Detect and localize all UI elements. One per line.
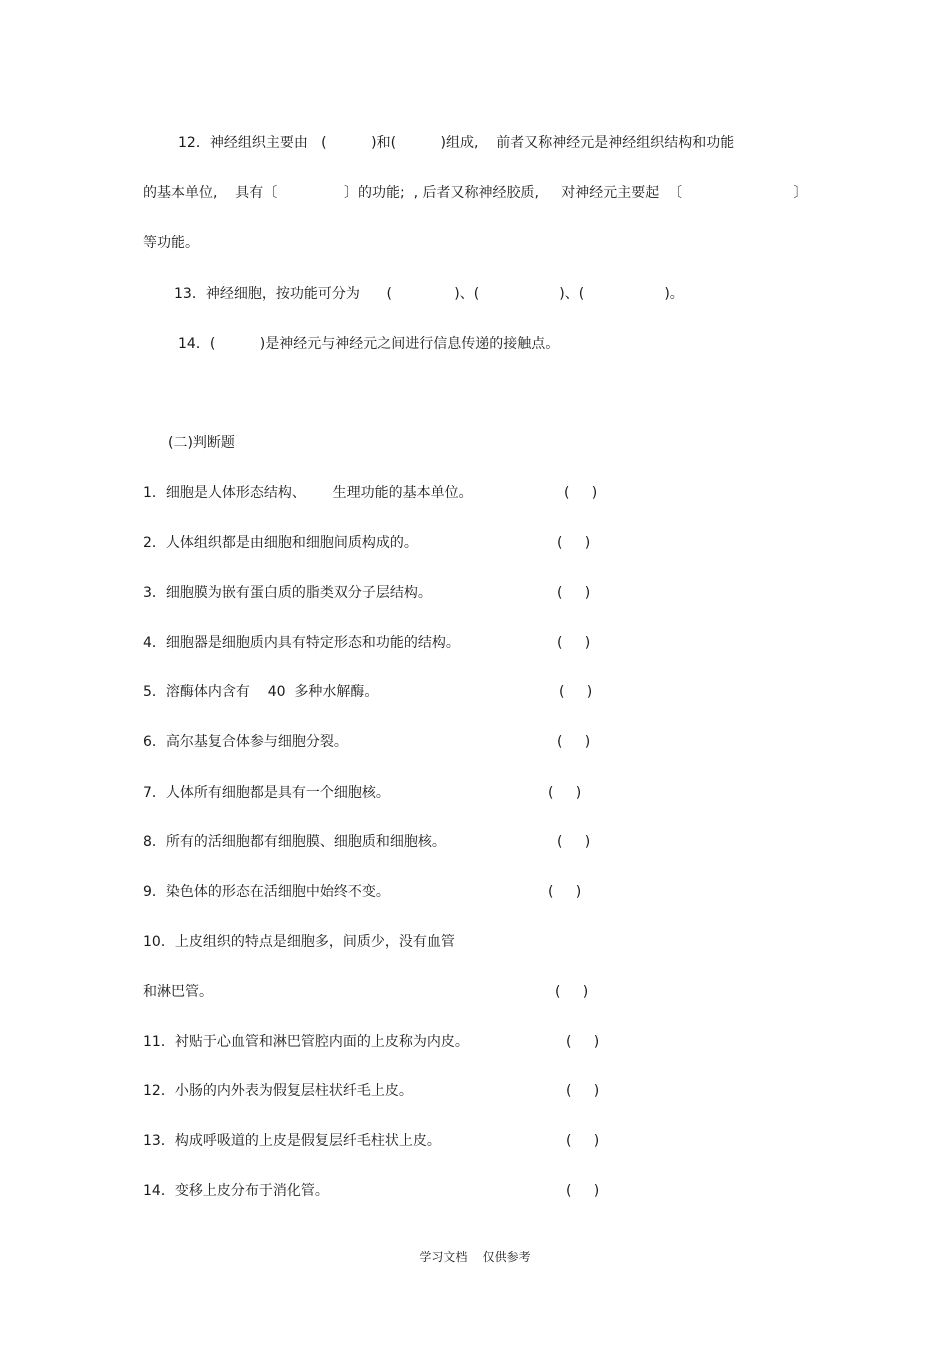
answer-blank-1: ( ) xyxy=(564,485,598,501)
judgment-item-9: 9．染色体的形态在活细胞中始终不变。 xyxy=(143,884,390,900)
judgment-item-2: 2．人体组织都是由细胞和细胞间质构成的。 xyxy=(143,535,418,551)
section-heading-judgment: (二)判断题 xyxy=(168,435,235,451)
answer-blank-10: ( ) xyxy=(555,984,589,1000)
judgment-item-4: 4．细胞器是细胞质内具有特定形态和功能的结构。 xyxy=(143,635,460,651)
judgment-item-5: 5．溶酶体内含有 40 多种水解酶。 xyxy=(143,684,379,700)
page-footer: 学习文档 仅供参考 xyxy=(419,1250,531,1264)
judgment-item-14: 14．变移上皮分布于消化管。 xyxy=(143,1183,329,1199)
answer-blank-11: ( ) xyxy=(566,1034,600,1050)
judgment-item-7: 7．人体所有细胞都是具有一个细胞核。 xyxy=(143,785,390,801)
answer-blank-7: ( ) xyxy=(548,785,582,801)
judgment-item-10: 10．上皮组织的特点是细胞多，间质少，没有血管 xyxy=(143,934,455,950)
answer-blank-9: ( ) xyxy=(548,884,582,900)
q12-line1: 12．神经组织主要由 ( )和( )组成, 前者又称神经元是神经组织结构和功能 xyxy=(178,135,735,151)
judgment-item-8: 8．所有的活细胞都有细胞膜、细胞质和细胞核。 xyxy=(143,834,446,850)
q13: 13．神经细胞，按功能可分为 ( )、( )、( )。 xyxy=(174,286,684,302)
answer-blank-3: ( ) xyxy=(557,585,591,601)
q14: 14．( )是神经元与神经元之间进行信息传递的接触点。 xyxy=(178,336,560,352)
judgment-item-13: 13．构成呼吸道的上皮是假复层纤毛柱状上皮。 xyxy=(143,1133,441,1149)
answer-blank-2: ( ) xyxy=(557,535,591,551)
judgment-item-1: 1．细胞是人体形态结构、 生理功能的基本单位。 xyxy=(143,485,473,501)
judgment-item-11: 11．衬贴于心血管和淋巴管腔内面的上皮称为内皮。 xyxy=(143,1034,469,1050)
judgment-item-3: 3．细胞膜为嵌有蛋白质的脂类双分子层结构。 xyxy=(143,585,432,601)
answer-blank-14: ( ) xyxy=(566,1183,600,1199)
judgment-item-6: 6．高尔基复合体参与细胞分裂。 xyxy=(143,734,348,750)
answer-blank-4: ( ) xyxy=(557,635,591,651)
answer-blank-12: ( ) xyxy=(566,1083,600,1099)
q12-line2: 的基本单位, 具有〔 〕的功能; , 后者又称神经胶质, 对神经元主要起 〔 〕 xyxy=(143,185,808,201)
answer-blank-6: ( ) xyxy=(557,734,591,750)
answer-blank-5: ( ) xyxy=(559,684,593,700)
q12-line3: 等功能。 xyxy=(143,235,199,251)
judgment-item-10-cont: 和淋巴管。 xyxy=(143,984,213,1000)
answer-blank-13: ( ) xyxy=(566,1133,600,1149)
judgment-item-12: 12．小肠的内外表为假复层柱状纤毛上皮。 xyxy=(143,1083,413,1099)
answer-blank-8: ( ) xyxy=(557,834,591,850)
